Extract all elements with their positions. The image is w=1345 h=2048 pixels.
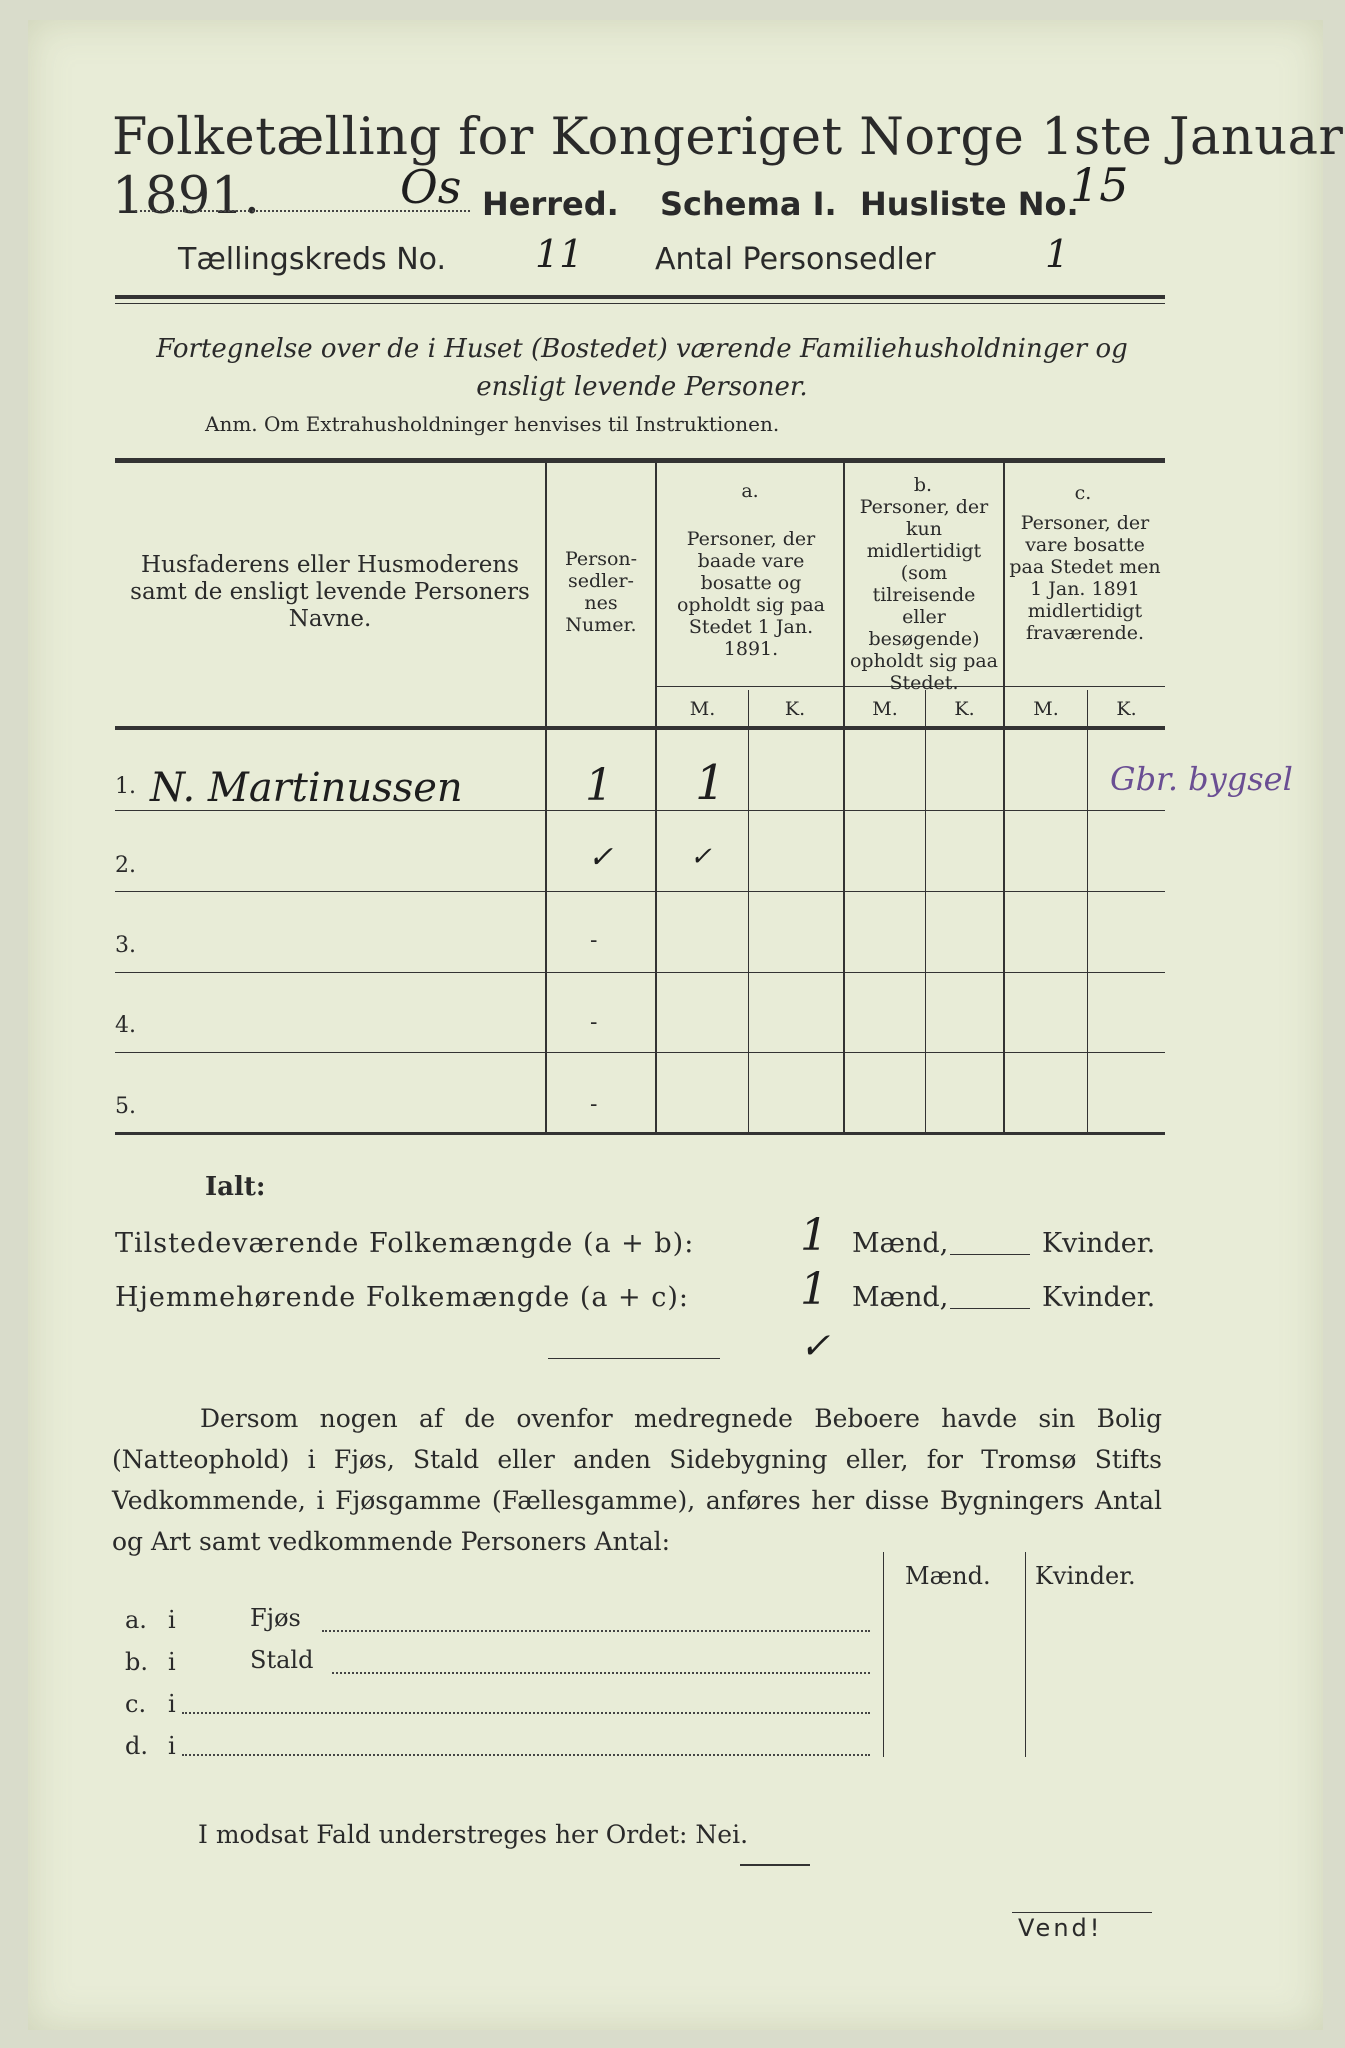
col-header-num: Person-sedler-nes Numer. <box>564 548 638 636</box>
row-5-personseddel-num: - <box>590 1092 598 1117</box>
husliste-value: 15 <box>1070 158 1129 212</box>
hjemme-maend-value: 1 <box>800 1264 828 1315</box>
modsat-text: I modsat Fald understreges her Ordet: Nei. <box>198 1820 749 1849</box>
totals-check-mark: ✓ <box>800 1326 831 1367</box>
buildings-kvinder-header: Kvinder. <box>1035 1562 1136 1590</box>
ialt-label: Ialt: <box>205 1172 266 1202</box>
building-row-a-dots <box>322 1630 870 1632</box>
row-1-margin-note: Gbr. bygsel <box>1110 760 1293 798</box>
tilstede-maend-label: Mænd, <box>852 1228 949 1259</box>
col-header-a-letter: a. <box>741 480 759 502</box>
nei-underline <box>740 1864 810 1866</box>
building-row-c-dots <box>182 1712 870 1714</box>
building-row-c-letter: c. <box>125 1690 147 1718</box>
row-1-personseddel-num: 1 <box>585 760 613 811</box>
census-form-page <box>28 20 1323 2030</box>
building-row-b-letter: b. <box>125 1648 148 1676</box>
row-rule-3 <box>115 972 1165 973</box>
table-bottom-rule <box>115 1132 1165 1135</box>
row-1-a-m: 1 <box>695 755 726 811</box>
building-row-d-prefix: i <box>168 1732 176 1760</box>
herred-label: Herred. <box>482 185 619 223</box>
hjemme-kvinder-label: Kvinder. <box>1042 1282 1156 1313</box>
tilstede-maend-value: 1 <box>800 1210 828 1261</box>
col-divider-3 <box>843 462 845 1132</box>
mk-divider-a <box>748 690 749 1132</box>
buildings-maend-header: Mænd. <box>905 1562 991 1590</box>
row-rule-4 <box>115 1052 1165 1053</box>
building-row-b-label: Stald <box>250 1646 314 1674</box>
col-header-name: Husfaderens eller Husmoderens samt de ensligt levende Personers Navne. <box>130 552 530 632</box>
building-row-d-dots <box>182 1754 870 1756</box>
kreds-value: 11 <box>535 232 584 276</box>
buildings-divider-2 <box>1025 1552 1026 1757</box>
totals-separator <box>548 1358 720 1359</box>
row-2-personseddel-num: ✓ <box>588 840 614 875</box>
schema-label: Schema I. <box>660 185 837 223</box>
col-a-k: K. <box>784 698 806 720</box>
row-2-a-m: ✓ <box>690 842 712 872</box>
col-header-c: Personer, der vare bosatte paa Stedet men 1 Jan. 1891 midlertidigt fraværende. <box>1009 512 1161 644</box>
col-header-b: Personer, der kun midlertidigt (som tilreisende eller besøgende) opholdt sig paa Stedet. <box>849 496 999 694</box>
building-row-a-prefix: i <box>168 1606 176 1634</box>
table-header-bottom-rule <box>115 726 1165 730</box>
tilstede-kvinder-blank <box>950 1254 1030 1255</box>
vend-label: Vend! <box>1018 1914 1103 1942</box>
table-top-rule <box>115 458 1165 463</box>
col-b-m: M. <box>872 698 898 720</box>
tilstede-kvinder-label: Kvinder. <box>1042 1228 1156 1259</box>
row-3-personseddel-num: - <box>590 928 598 953</box>
antal-value: 1 <box>1045 232 1070 276</box>
hjemme-maend-label: Mænd, <box>852 1282 949 1313</box>
vend-rule <box>1012 1912 1152 1913</box>
row-4-number: 4. <box>115 1013 136 1038</box>
kreds-label: Tællingskreds No. <box>178 242 446 277</box>
hjemme-label: Hjemmehørende Folkemængde (a + c): <box>115 1282 689 1313</box>
col-divider-1 <box>545 462 547 1132</box>
row-5-number: 5. <box>115 1094 136 1119</box>
header-rule-thin <box>115 303 1165 304</box>
building-row-b-dots <box>332 1672 870 1674</box>
col-c-k: K. <box>1116 698 1137 720</box>
col-b-k: K. <box>954 698 975 720</box>
hjemme-kvinder-blank <box>950 1308 1030 1309</box>
instruction-note: Anm. Om Extrahusholdninger henvises til Instruktionen. <box>205 412 780 436</box>
outbuilding-paragraph: Dersom nogen af de ovenfor medregnede Beboere havde sin Bolig (Natteophold) i Fjøs, Stald eller anden Sidebygning eller, for Tromsø Stifts Vedkommende, i Fjøsgamme (Fællesgamme), anføres her disse Bygningers Antal og Art samt vedkommende Personers Antal: <box>112 1404 1162 1556</box>
col-a-m: M. <box>689 698 716 720</box>
husliste-label: Husliste No. <box>860 185 1079 223</box>
col-c-m: M. <box>1033 698 1059 720</box>
col-header-a: Personer, der baade vare bosatte og opholdt sig paa Stedet 1 Jan. 1891. <box>676 528 826 660</box>
row-2-number: 2. <box>115 853 136 878</box>
building-row-c-prefix: i <box>168 1690 176 1718</box>
row-rule-2 <box>115 891 1165 892</box>
row-4-personseddel-num: - <box>590 1010 598 1035</box>
building-row-a-letter: a. <box>125 1606 147 1634</box>
row-1-number: 1. <box>115 774 136 799</box>
building-row-a-label: Fjøs <box>250 1604 301 1632</box>
antal-label: Antal Personsedler <box>655 242 936 277</box>
col-divider-2 <box>655 462 657 1132</box>
building-row-d-letter: d. <box>125 1732 148 1760</box>
buildings-divider-1 <box>883 1552 884 1757</box>
form-title: Folketælling for Kongeriget Norge 1ste Januar 1891. <box>112 108 1344 226</box>
row-1-name: N. Martinussen <box>150 765 463 811</box>
row-3-number: 3. <box>115 933 136 958</box>
col-header-b-letter: b. <box>913 474 933 496</box>
building-row-b-prefix: i <box>168 1648 176 1676</box>
description: Fortegnelse over de i Huset (Bostedet) værende Familiehusholdninger og ensligt levende Personer. <box>156 334 1128 402</box>
col-header-c-letter: c. <box>1074 482 1092 504</box>
tilstede-label: Tilstedeværende Folkemængde (a + b): <box>115 1228 695 1259</box>
herred-value: Os <box>400 160 462 214</box>
header-rule-thick <box>115 295 1165 299</box>
mk-divider-b <box>925 690 926 1132</box>
mk-divider-c <box>1087 690 1088 1132</box>
col-divider-4 <box>1003 462 1005 1132</box>
